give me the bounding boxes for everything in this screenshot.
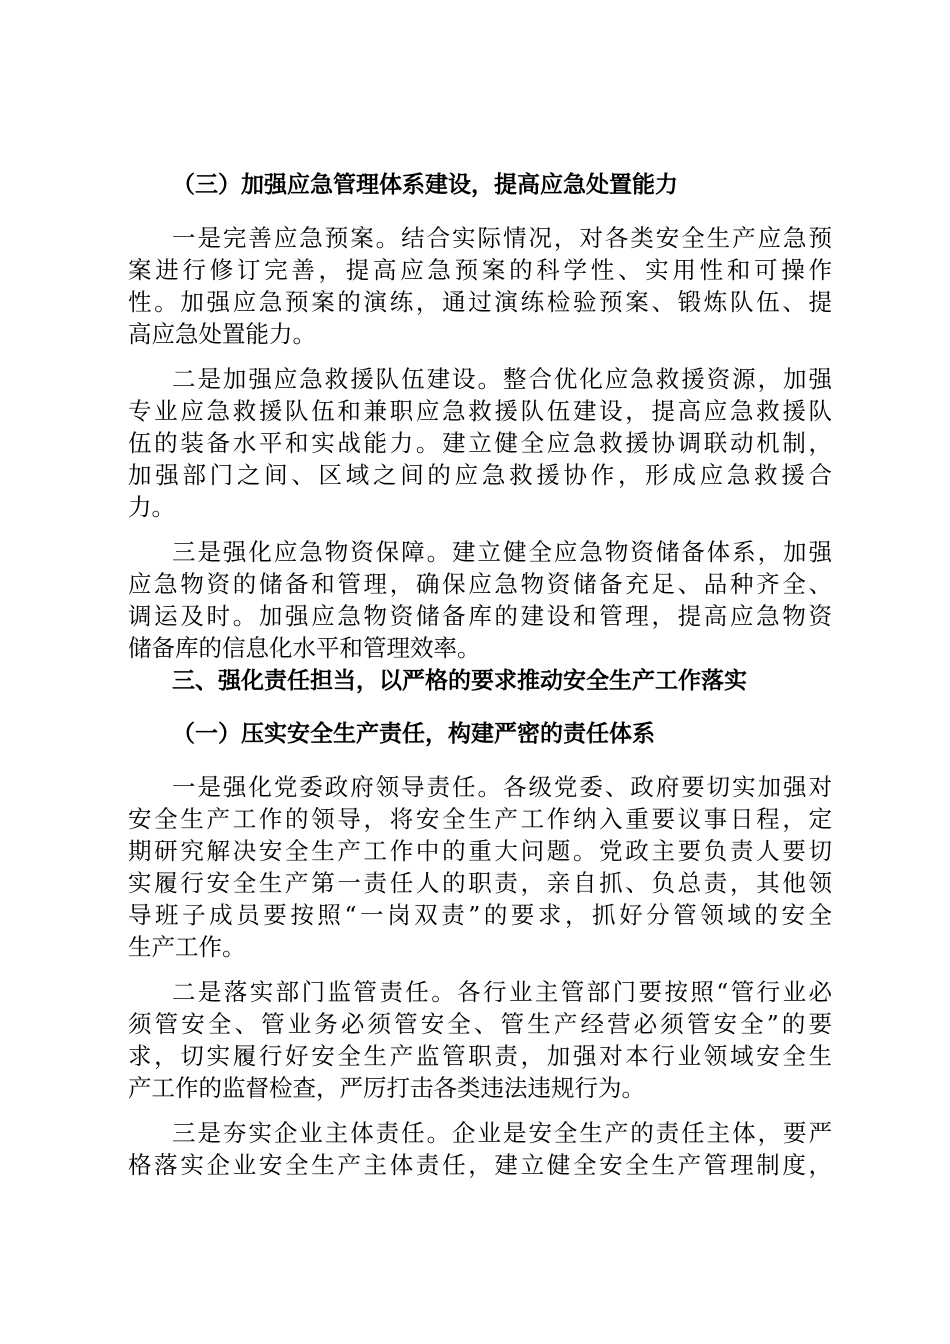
- paragraph-line: 案进行修订完善，提高应急预案的科学性、实用性和可操作: [128, 256, 832, 284]
- paragraph-line: 应急物资的储备和管理，确保应急物资储备充足、品种齐全、: [128, 570, 832, 598]
- paragraph-line: 求，切实履行好安全生产监管职责，加强对本行业领域安全生: [128, 1042, 832, 1070]
- paragraph-line: 力。: [128, 493, 175, 521]
- paragraph-line: 期研究解决安全生产工作中的重大问题。党政主要负责人要切: [128, 837, 832, 865]
- document-page: [128, 0, 832, 1344]
- paragraph-line: 二是加强应急救援队伍建设。整合优化应急救援资源，加强: [172, 365, 832, 393]
- paragraph-line: 导班子成员要按照“一岗双责”的要求，抓好分管领域的安全: [128, 901, 832, 929]
- section-heading: 三、强化责任担当，以严格的要求推动安全生产工作落实: [172, 668, 747, 694]
- subsection-heading: （一）压实安全生产责任，构建严密的责任体系: [172, 721, 655, 747]
- paragraph-line: 二是落实部门监管责任。各行业主管部门要按照“管行业必: [172, 978, 832, 1006]
- paragraph-line: 格落实企业安全生产主体责任，建立健全安全生产管理制度，: [128, 1151, 832, 1179]
- paragraph-line: 一是完善应急预案。结合实际情况，对各类安全生产应急预: [172, 224, 832, 252]
- paragraph-line: 产工作的监督检查，严厉打击各类违法违规行为。: [128, 1074, 645, 1102]
- paragraph-line: 实履行安全生产第一责任人的职责，亲自抓、负总责，其他领: [128, 869, 832, 897]
- paragraph-line: 生产工作。: [128, 933, 246, 961]
- paragraph-line: 安全生产工作的领导，将安全生产工作纳入重要议事日程，定: [128, 805, 832, 833]
- paragraph-line: 一是强化党委政府领导责任。各级党委、政府要切实加强对: [172, 773, 832, 801]
- paragraph-line: 须管安全、管业务必须管安全、管生产经营必须管安全”的要: [128, 1010, 832, 1038]
- paragraph-line: 专业应急救援队伍和兼职应急救援队伍建设，提高应急救援队: [128, 397, 832, 425]
- paragraph-line: 储备库的信息化水平和管理效率。: [128, 634, 481, 662]
- paragraph-line: 性。加强应急预案的演练，通过演练检验预案、锻炼队伍、提: [128, 288, 832, 316]
- paragraph-line: 调运及时。加强应急物资储备库的建设和管理，提高应急物资: [128, 602, 832, 630]
- section-heading: （三）加强应急管理体系建设，提高应急处置能力: [172, 172, 678, 198]
- paragraph-line: 三是夯实企业主体责任。企业是安全生产的责任主体，要严: [172, 1119, 832, 1147]
- paragraph-line: 加强部门之间、区域之间的应急救援协作，形成应急救援合: [128, 461, 832, 489]
- paragraph-line: 伍的装备水平和实战能力。建立健全应急救援协调联动机制，: [128, 429, 832, 457]
- paragraph-line: 三是强化应急物资保障。建立健全应急物资储备体系，加强: [172, 538, 832, 566]
- paragraph-line: 高应急处置能力。: [128, 320, 316, 348]
